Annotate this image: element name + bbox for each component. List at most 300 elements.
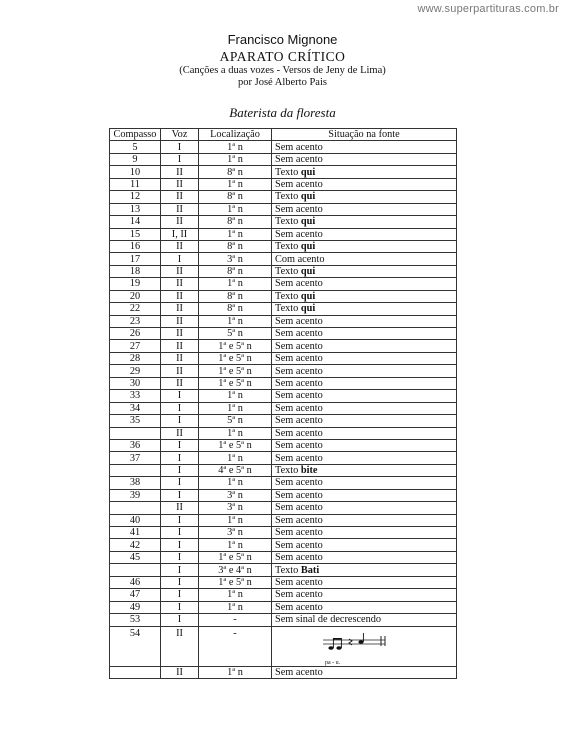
table-row	[110, 489, 457, 501]
cell-voz: II	[161, 626, 199, 666]
cell-compasso: 34	[110, 402, 161, 414]
music-notation-excerpt	[319, 630, 453, 666]
loc-ordinal: a	[241, 439, 245, 447]
header-situacao: Situação na fonte	[272, 129, 457, 141]
cell-situacao	[272, 539, 457, 551]
loc-suffix: e	[226, 552, 236, 564]
situacao-text: Sem acento	[275, 539, 323, 551]
cell-localizacao	[199, 551, 272, 563]
loc-suffix: n	[235, 278, 243, 290]
cell-voz: I	[161, 415, 199, 427]
situacao-text: Texto	[275, 303, 301, 315]
table-row	[110, 626, 457, 666]
table-row	[110, 427, 457, 439]
cell-situacao	[272, 178, 457, 190]
cell-situacao	[272, 365, 457, 377]
loc-ordinal: a	[223, 439, 227, 447]
situacao-text: Sem acento	[275, 328, 323, 340]
critical-apparatus-table	[109, 128, 457, 679]
header-localizacao: Localização	[199, 129, 272, 141]
loc-suffix: n	[244, 465, 252, 477]
cell-voz: I	[161, 551, 199, 563]
loc-number: 5	[235, 377, 242, 389]
cell-voz: II	[161, 502, 199, 514]
cell-localizacao	[199, 328, 272, 340]
loc-ordinal: a	[223, 339, 227, 347]
loc-ordinal: a	[232, 302, 236, 310]
cell-compasso: 33	[110, 390, 161, 402]
cell-localizacao	[199, 315, 272, 327]
situacao-text: Texto	[275, 241, 301, 253]
loc-ordinal: a	[232, 178, 236, 185]
cell-compasso: 15	[110, 228, 161, 240]
table-row	[110, 328, 457, 340]
cell-compasso: 47	[110, 589, 161, 601]
loc-number: 3	[227, 253, 233, 265]
cell-compasso: 10	[110, 166, 161, 178]
cell-situacao	[272, 303, 457, 315]
cell-situacao	[272, 666, 457, 678]
cell-situacao	[272, 228, 457, 240]
table-row	[110, 216, 457, 228]
loc-number: 5	[235, 465, 242, 477]
loc-suffix: n	[235, 191, 243, 203]
situacao-text: Sem acento	[275, 514, 323, 526]
cell-compasso: 41	[110, 527, 161, 539]
loc-ordinal: a	[232, 514, 236, 521]
loc-ordinal: a	[241, 576, 245, 583]
loc-ordinal: a	[223, 576, 227, 583]
loc-ordinal: a	[232, 451, 236, 459]
cell-localizacao	[199, 576, 272, 588]
cell-compasso: 9	[110, 153, 161, 165]
loc-ordinal: a	[223, 377, 227, 384]
table-row	[110, 601, 457, 613]
cell-situacao	[272, 626, 457, 666]
cell-situacao	[272, 340, 457, 352]
cell-voz: II	[161, 216, 199, 228]
loc-ordinal: a	[232, 228, 236, 235]
loc-suffix: n	[235, 452, 243, 464]
loc-suffix: n	[235, 539, 243, 551]
cell-voz: I	[161, 601, 199, 613]
cell-voz: II	[161, 240, 199, 252]
table-row	[110, 377, 457, 389]
cell-situacao	[272, 402, 457, 414]
loc-ordinal: a	[223, 551, 227, 559]
cell-compasso: 46	[110, 576, 161, 588]
table-row	[110, 240, 457, 252]
loc-ordinal: a	[232, 501, 236, 509]
cell-localizacao	[199, 614, 272, 626]
loc-ordinal: a	[232, 290, 236, 297]
situacao-bold-text: qui	[300, 266, 316, 278]
cell-voz: II	[161, 191, 199, 203]
table-row	[110, 576, 457, 588]
loc-ordinal: a	[232, 402, 236, 409]
loc-number: 3	[227, 527, 233, 539]
loc-ordinal: a	[232, 389, 236, 397]
loc-suffix: n	[244, 576, 252, 588]
cell-localizacao	[199, 216, 272, 228]
loc-suffix: n	[235, 216, 243, 228]
cell-localizacao	[199, 340, 272, 352]
cell-compasso: 37	[110, 452, 161, 464]
loc-number: 1	[227, 601, 233, 613]
loc-number: 1	[227, 589, 233, 601]
loc-suffix: n	[244, 440, 252, 452]
cell-localizacao	[199, 589, 272, 601]
loc-number: 1	[227, 514, 233, 526]
cell-localizacao	[199, 402, 272, 414]
cell-compasso: 39	[110, 489, 161, 501]
loc-number: 8	[227, 191, 233, 203]
cell-situacao	[272, 576, 457, 588]
loc-number: 5	[227, 328, 233, 340]
loc-suffix: n	[235, 315, 243, 327]
cell-voz: II	[161, 352, 199, 364]
situacao-text: Sem acento	[275, 552, 323, 564]
cell-situacao	[272, 415, 457, 427]
cell-localizacao	[199, 203, 272, 215]
situacao-text: Sem acento	[275, 390, 323, 402]
cell-localizacao	[199, 439, 272, 451]
cell-compasso: 11	[110, 178, 161, 190]
cell-compasso: 17	[110, 253, 161, 265]
situacao-text: Texto	[275, 564, 301, 576]
loc-number: 8	[227, 266, 233, 278]
cell-situacao	[272, 527, 457, 539]
cell-voz: II	[161, 666, 199, 678]
cell-voz: I	[161, 489, 199, 501]
cell-localizacao	[199, 666, 272, 678]
loc-ordinal: a	[223, 364, 227, 372]
cell-localizacao	[199, 141, 272, 153]
cell-localizacao	[199, 427, 272, 439]
loc-suffix: n	[235, 328, 243, 340]
loc-number: -	[233, 614, 237, 626]
situacao-text: Sem acento	[275, 228, 323, 240]
loc-ordinal: a	[241, 464, 245, 472]
cell-compasso: 54	[110, 626, 161, 666]
table-row	[110, 265, 457, 277]
loc-suffix: n	[244, 564, 252, 576]
cell-situacao	[272, 166, 457, 178]
cell-voz: I	[161, 576, 199, 588]
table-row	[110, 290, 457, 302]
loc-suffix: n	[235, 527, 243, 539]
cell-compasso	[110, 464, 161, 476]
loc-number: 1	[227, 477, 233, 489]
loc-number: 1	[218, 576, 224, 588]
table-row	[110, 203, 457, 215]
cell-localizacao	[199, 390, 272, 402]
loc-number: 8	[227, 303, 233, 315]
loc-suffix: e	[226, 353, 236, 365]
cell-voz: II	[161, 278, 199, 290]
situacao-text: Sem acento	[275, 278, 323, 290]
table-header-row	[110, 129, 457, 141]
loc-suffix: e	[226, 465, 236, 477]
loc-suffix: n	[235, 502, 243, 514]
loc-number: 8	[227, 290, 233, 302]
cell-voz: I	[161, 514, 199, 526]
cell-voz: I	[161, 141, 199, 153]
loc-ordinal: a	[232, 588, 236, 596]
cell-compasso: 29	[110, 365, 161, 377]
cell-localizacao	[199, 228, 272, 240]
cell-voz: I	[161, 153, 199, 165]
cell-voz: I	[161, 390, 199, 402]
cell-compasso: 45	[110, 551, 161, 563]
cell-situacao	[272, 477, 457, 489]
cell-voz: II	[161, 377, 199, 389]
cell-situacao	[272, 452, 457, 464]
cell-localizacao	[199, 191, 272, 203]
loc-number: 3	[227, 489, 233, 501]
composer-name: Francisco Mignone	[227, 32, 338, 47]
cell-localizacao	[199, 303, 272, 315]
loc-ordinal: a	[223, 464, 227, 472]
cell-localizacao	[199, 166, 272, 178]
loc-suffix: e	[226, 365, 236, 377]
cell-situacao	[272, 141, 457, 153]
cell-compasso: 49	[110, 601, 161, 613]
cell-localizacao	[199, 452, 272, 464]
loc-suffix: n	[244, 552, 252, 564]
loc-ordinal: a	[232, 215, 236, 223]
loc-ordinal: a	[232, 315, 236, 322]
cell-voz: I	[161, 464, 199, 476]
loc-suffix: n	[235, 514, 243, 526]
cell-compasso: 5	[110, 141, 161, 153]
table-row	[110, 564, 457, 576]
loc-suffix: n	[235, 666, 243, 678]
loc-number: 8	[227, 216, 233, 228]
situacao-text: Sem acento	[275, 178, 323, 190]
loc-suffix: e	[226, 576, 236, 588]
cell-voz: I	[161, 452, 199, 464]
cell-compasso: 19	[110, 278, 161, 290]
loc-suffix: n	[235, 228, 243, 240]
table-row	[110, 390, 457, 402]
cell-situacao	[272, 439, 457, 451]
loc-number: 1	[227, 390, 233, 402]
cell-situacao	[272, 265, 457, 277]
loc-number: 1	[218, 552, 224, 564]
loc-suffix: e	[226, 440, 236, 452]
loc-ordinal: a	[241, 551, 245, 559]
situacao-text: Sem acento	[275, 415, 323, 427]
cell-voz: II	[161, 365, 199, 377]
cell-situacao	[272, 253, 457, 265]
cell-localizacao	[199, 240, 272, 252]
loc-suffix: n	[235, 477, 243, 489]
table-row	[110, 278, 457, 290]
cell-localizacao	[199, 278, 272, 290]
table-row	[110, 415, 457, 427]
cell-voz: II	[161, 166, 199, 178]
staff-fragment-icon	[319, 630, 389, 660]
loc-ordinal: a	[232, 526, 236, 534]
table-row	[110, 402, 457, 414]
loc-number: 1	[227, 228, 233, 240]
document-subtitle: (Canções a duas vozes - Versos de Jeny de Lima)	[179, 65, 386, 76]
loc-suffix: n	[235, 203, 243, 215]
loc-suffix: n	[235, 141, 243, 153]
loc-ordinal: a	[223, 352, 227, 360]
cell-compasso: 20	[110, 290, 161, 302]
table-row	[110, 141, 457, 153]
cell-localizacao	[199, 153, 272, 165]
loc-suffix: n	[244, 340, 252, 352]
loc-number: 1	[218, 377, 224, 389]
situacao-text: Sem acento	[275, 452, 323, 464]
loc-ordinal: a	[232, 252, 236, 260]
cell-voz: II	[161, 340, 199, 352]
loc-ordinal: a	[232, 277, 236, 285]
cell-situacao	[272, 191, 457, 203]
loc-ordinal: a	[232, 666, 236, 673]
loc-ordinal: a	[241, 352, 245, 360]
situacao-bold-text: qui	[300, 166, 316, 178]
cell-compasso: 35	[110, 415, 161, 427]
situacao-bold-text: qui	[300, 216, 316, 228]
cell-voz: II	[161, 290, 199, 302]
document-author: por José Alberto Pais	[238, 77, 327, 88]
cell-localizacao	[199, 253, 272, 265]
loc-number: 5	[235, 353, 242, 365]
loc-suffix: n	[235, 241, 243, 253]
loc-suffix: n	[235, 178, 243, 190]
cell-localizacao	[199, 514, 272, 526]
table-row	[110, 303, 457, 315]
cell-compasso: 38	[110, 477, 161, 489]
loc-number: 5	[235, 365, 242, 377]
cell-compasso: 22	[110, 303, 161, 315]
cell-situacao	[272, 489, 457, 501]
loc-number: 1	[227, 539, 233, 551]
table-row	[110, 315, 457, 327]
table-row	[110, 551, 457, 563]
cell-localizacao	[199, 601, 272, 613]
situacao-text: Sem sinal de decrescendo	[275, 614, 382, 626]
header-voz: Voz	[161, 129, 199, 141]
cell-situacao	[272, 377, 457, 389]
cell-localizacao	[199, 464, 272, 476]
situacao-text: Texto	[275, 191, 301, 203]
loc-ordinal: a	[241, 364, 245, 372]
situacao-text: Texto	[275, 465, 301, 477]
loc-number: 4	[235, 564, 242, 576]
loc-number: 8	[227, 166, 233, 178]
table-row	[110, 527, 457, 539]
loc-ordinal: a	[232, 538, 236, 546]
situacao-text: Sem acento	[275, 589, 323, 601]
cell-localizacao	[199, 564, 272, 576]
table-row	[110, 166, 457, 178]
situacao-text: Sem acento	[275, 402, 323, 414]
cell-compasso: 27	[110, 340, 161, 352]
cell-compasso	[110, 666, 161, 678]
cell-situacao	[272, 240, 457, 252]
loc-number: 1	[218, 365, 224, 377]
loc-suffix: n	[235, 154, 243, 166]
cell-voz: II	[161, 315, 199, 327]
situacao-text: Texto	[275, 290, 301, 302]
loc-number: 1	[227, 203, 233, 215]
loc-ordinal: a	[232, 165, 236, 173]
cell-localizacao	[199, 539, 272, 551]
cell-voz: II	[161, 265, 199, 277]
loc-number: 3	[227, 502, 233, 514]
document-title: APARATO CRÍTICO	[219, 49, 346, 64]
loc-ordinal: a	[232, 153, 236, 161]
table-row	[110, 439, 457, 451]
loc-number: 1	[227, 666, 233, 678]
loc-number: 1	[227, 178, 233, 190]
table-row	[110, 614, 457, 626]
cell-situacao	[272, 352, 457, 364]
situacao-bold-text: qui	[300, 191, 316, 203]
cell-compasso: 28	[110, 352, 161, 364]
cell-localizacao	[199, 178, 272, 190]
loc-number: 1	[227, 402, 233, 414]
cell-localizacao	[199, 377, 272, 389]
loc-ordinal: a	[223, 563, 227, 571]
situacao-text: Com acento	[275, 253, 325, 265]
situacao-text: Texto	[275, 166, 301, 178]
loc-number: 1	[218, 340, 224, 352]
loc-number: 5	[235, 552, 242, 564]
loc-number: 1	[227, 452, 233, 464]
cell-situacao	[272, 614, 457, 626]
situacao-bold-text: Bati	[300, 564, 320, 576]
cell-localizacao	[199, 415, 272, 427]
cell-compasso	[110, 427, 161, 439]
cell-voz: I, II	[161, 228, 199, 240]
situacao-text: Sem acento	[275, 203, 323, 215]
situacao-bold-text: qui	[300, 241, 316, 253]
watermark: www.superpartituras.com.br	[417, 3, 559, 15]
loc-number: 1	[218, 353, 224, 365]
cell-situacao	[272, 551, 457, 563]
loc-ordinal: a	[232, 203, 236, 210]
situacao-text: Sem acento	[275, 601, 323, 613]
cell-situacao	[272, 153, 457, 165]
loc-number: 5	[235, 576, 242, 588]
cell-voz: I	[161, 564, 199, 576]
situacao-text: Sem acento	[275, 141, 323, 153]
loc-suffix: e	[226, 377, 236, 389]
cell-voz: II	[161, 328, 199, 340]
situacao-text: Sem acento	[275, 576, 323, 588]
situacao-text: Sem acento	[275, 353, 323, 365]
cell-voz: II	[161, 178, 199, 190]
cell-voz: II	[161, 427, 199, 439]
cell-localizacao	[199, 290, 272, 302]
cell-situacao	[272, 290, 457, 302]
cell-compasso: 23	[110, 315, 161, 327]
situacao-text: Sem acento	[275, 365, 323, 377]
loc-ordinal: a	[232, 140, 236, 148]
loc-number: 5	[227, 415, 233, 427]
loc-ordinal: a	[232, 327, 236, 335]
loc-number: 5	[235, 440, 242, 452]
loc-number: 1	[227, 427, 233, 439]
table-row	[110, 253, 457, 265]
table-row	[110, 514, 457, 526]
